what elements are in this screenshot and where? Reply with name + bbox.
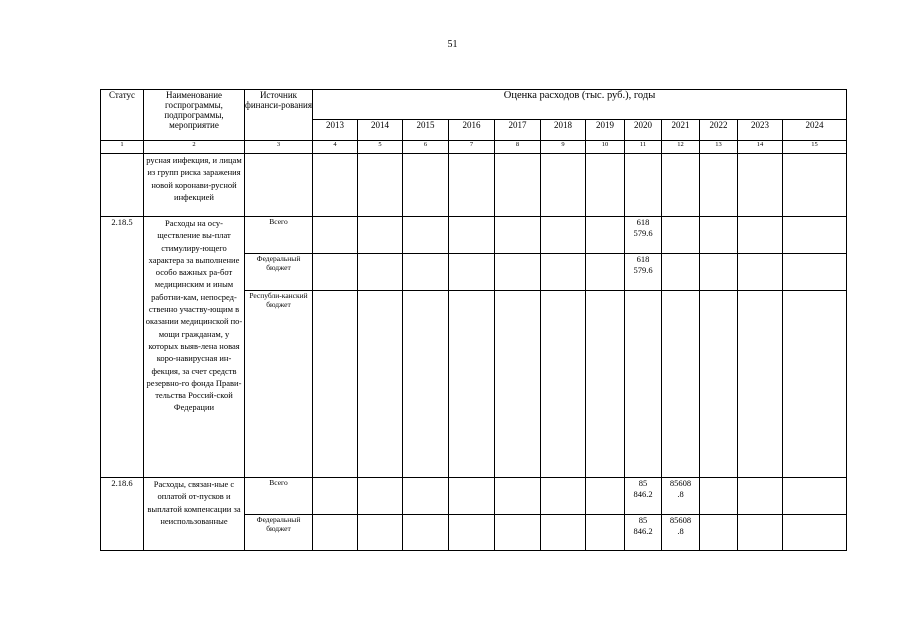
year-2020: 2020 <box>625 120 662 141</box>
value-cell <box>662 478 700 515</box>
column-number: 7 <box>449 141 495 154</box>
year-2015: 2015 <box>403 120 449 141</box>
value-cell <box>625 217 662 254</box>
source-cell: Республи-канский бюджет <box>245 291 313 478</box>
header-status: Статус <box>101 90 144 141</box>
table-row <box>101 154 847 217</box>
column-number: 11 <box>625 141 662 154</box>
year-2018: 2018 <box>541 120 586 141</box>
value-cell <box>625 478 662 515</box>
value-part: 579.6 <box>633 265 653 275</box>
column-number: 1 <box>101 141 144 154</box>
name-cell: Расходы на осу-ществление вы-плат стимулиру-ющего характера за выполнение особо важных ра-бот медицинским и иным работни-кам, непосред-ственно участву-ющим в оказании медицинской по-мощи гражданам, у которых выяв-лена новая коро-навирусная ин-фекция, за счет средств резервно-го фонда Прави-тельства Россий-ской Федерации <box>144 217 245 478</box>
column-number: 9 <box>541 141 586 154</box>
column-number: 6 <box>403 141 449 154</box>
value-part: 618 <box>636 217 650 227</box>
status-cell: 2.18.6 <box>101 478 144 551</box>
value-cell <box>625 254 662 291</box>
value-part: 846.2 <box>633 526 653 536</box>
header-source: Источник финанси-рования <box>245 90 313 141</box>
header-name: Наименование госпрограммы, подпрограммы, мероприятие <box>144 90 245 141</box>
header-years-title: Оценка расходов (тыс. руб.), годы <box>313 90 847 120</box>
year-2013: 2013 <box>313 120 358 141</box>
year-2019: 2019 <box>586 120 625 141</box>
value-part: 85608 <box>669 478 692 488</box>
column-number: 8 <box>495 141 541 154</box>
value-cell <box>662 515 700 551</box>
column-number: 13 <box>700 141 738 154</box>
year-2021: 2021 <box>662 120 700 141</box>
column-number: 14 <box>738 141 783 154</box>
year-2014: 2014 <box>358 120 403 141</box>
source-cell: Федеральный бюджет <box>245 515 313 551</box>
budget-table <box>100 89 847 551</box>
value-part: 846.2 <box>633 489 653 499</box>
source-cell: Всего <box>245 217 313 254</box>
column-number: 3 <box>245 141 313 154</box>
name-cell: русная инфекция, и лицам из групп риска заражения новой коронави-русной инфекцией <box>144 154 245 217</box>
value-cell <box>625 515 662 551</box>
year-2023: 2023 <box>738 120 783 141</box>
value-part: 85 <box>638 478 648 488</box>
value-part: 579.6 <box>633 228 653 238</box>
status-cell <box>101 154 144 217</box>
name-cell: Расходы, связан-ные с оплатой от-пусков и выплатой компенсации за неиспользованные <box>144 478 245 551</box>
table-row <box>101 478 847 515</box>
column-number: 15 <box>783 141 847 154</box>
value-part: .8 <box>677 489 684 499</box>
column-number: 2 <box>144 141 245 154</box>
year-2016: 2016 <box>449 120 495 141</box>
source-cell: Федеральный бюджет <box>245 254 313 291</box>
value-part: .8 <box>677 526 684 536</box>
value-part: 85608 <box>669 515 692 525</box>
year-2024: 2024 <box>783 120 847 141</box>
value-part: 85 <box>638 515 648 525</box>
page-number: 51 <box>447 39 458 50</box>
column-number: 4 <box>313 141 358 154</box>
column-number: 10 <box>586 141 625 154</box>
table-row <box>101 217 847 254</box>
value-part: 618 <box>636 254 650 264</box>
year-2017: 2017 <box>495 120 541 141</box>
status-cell: 2.18.5 <box>101 217 144 478</box>
column-number: 5 <box>358 141 403 154</box>
year-2022: 2022 <box>700 120 738 141</box>
column-number: 12 <box>662 141 700 154</box>
source-cell: Всего <box>245 478 313 515</box>
